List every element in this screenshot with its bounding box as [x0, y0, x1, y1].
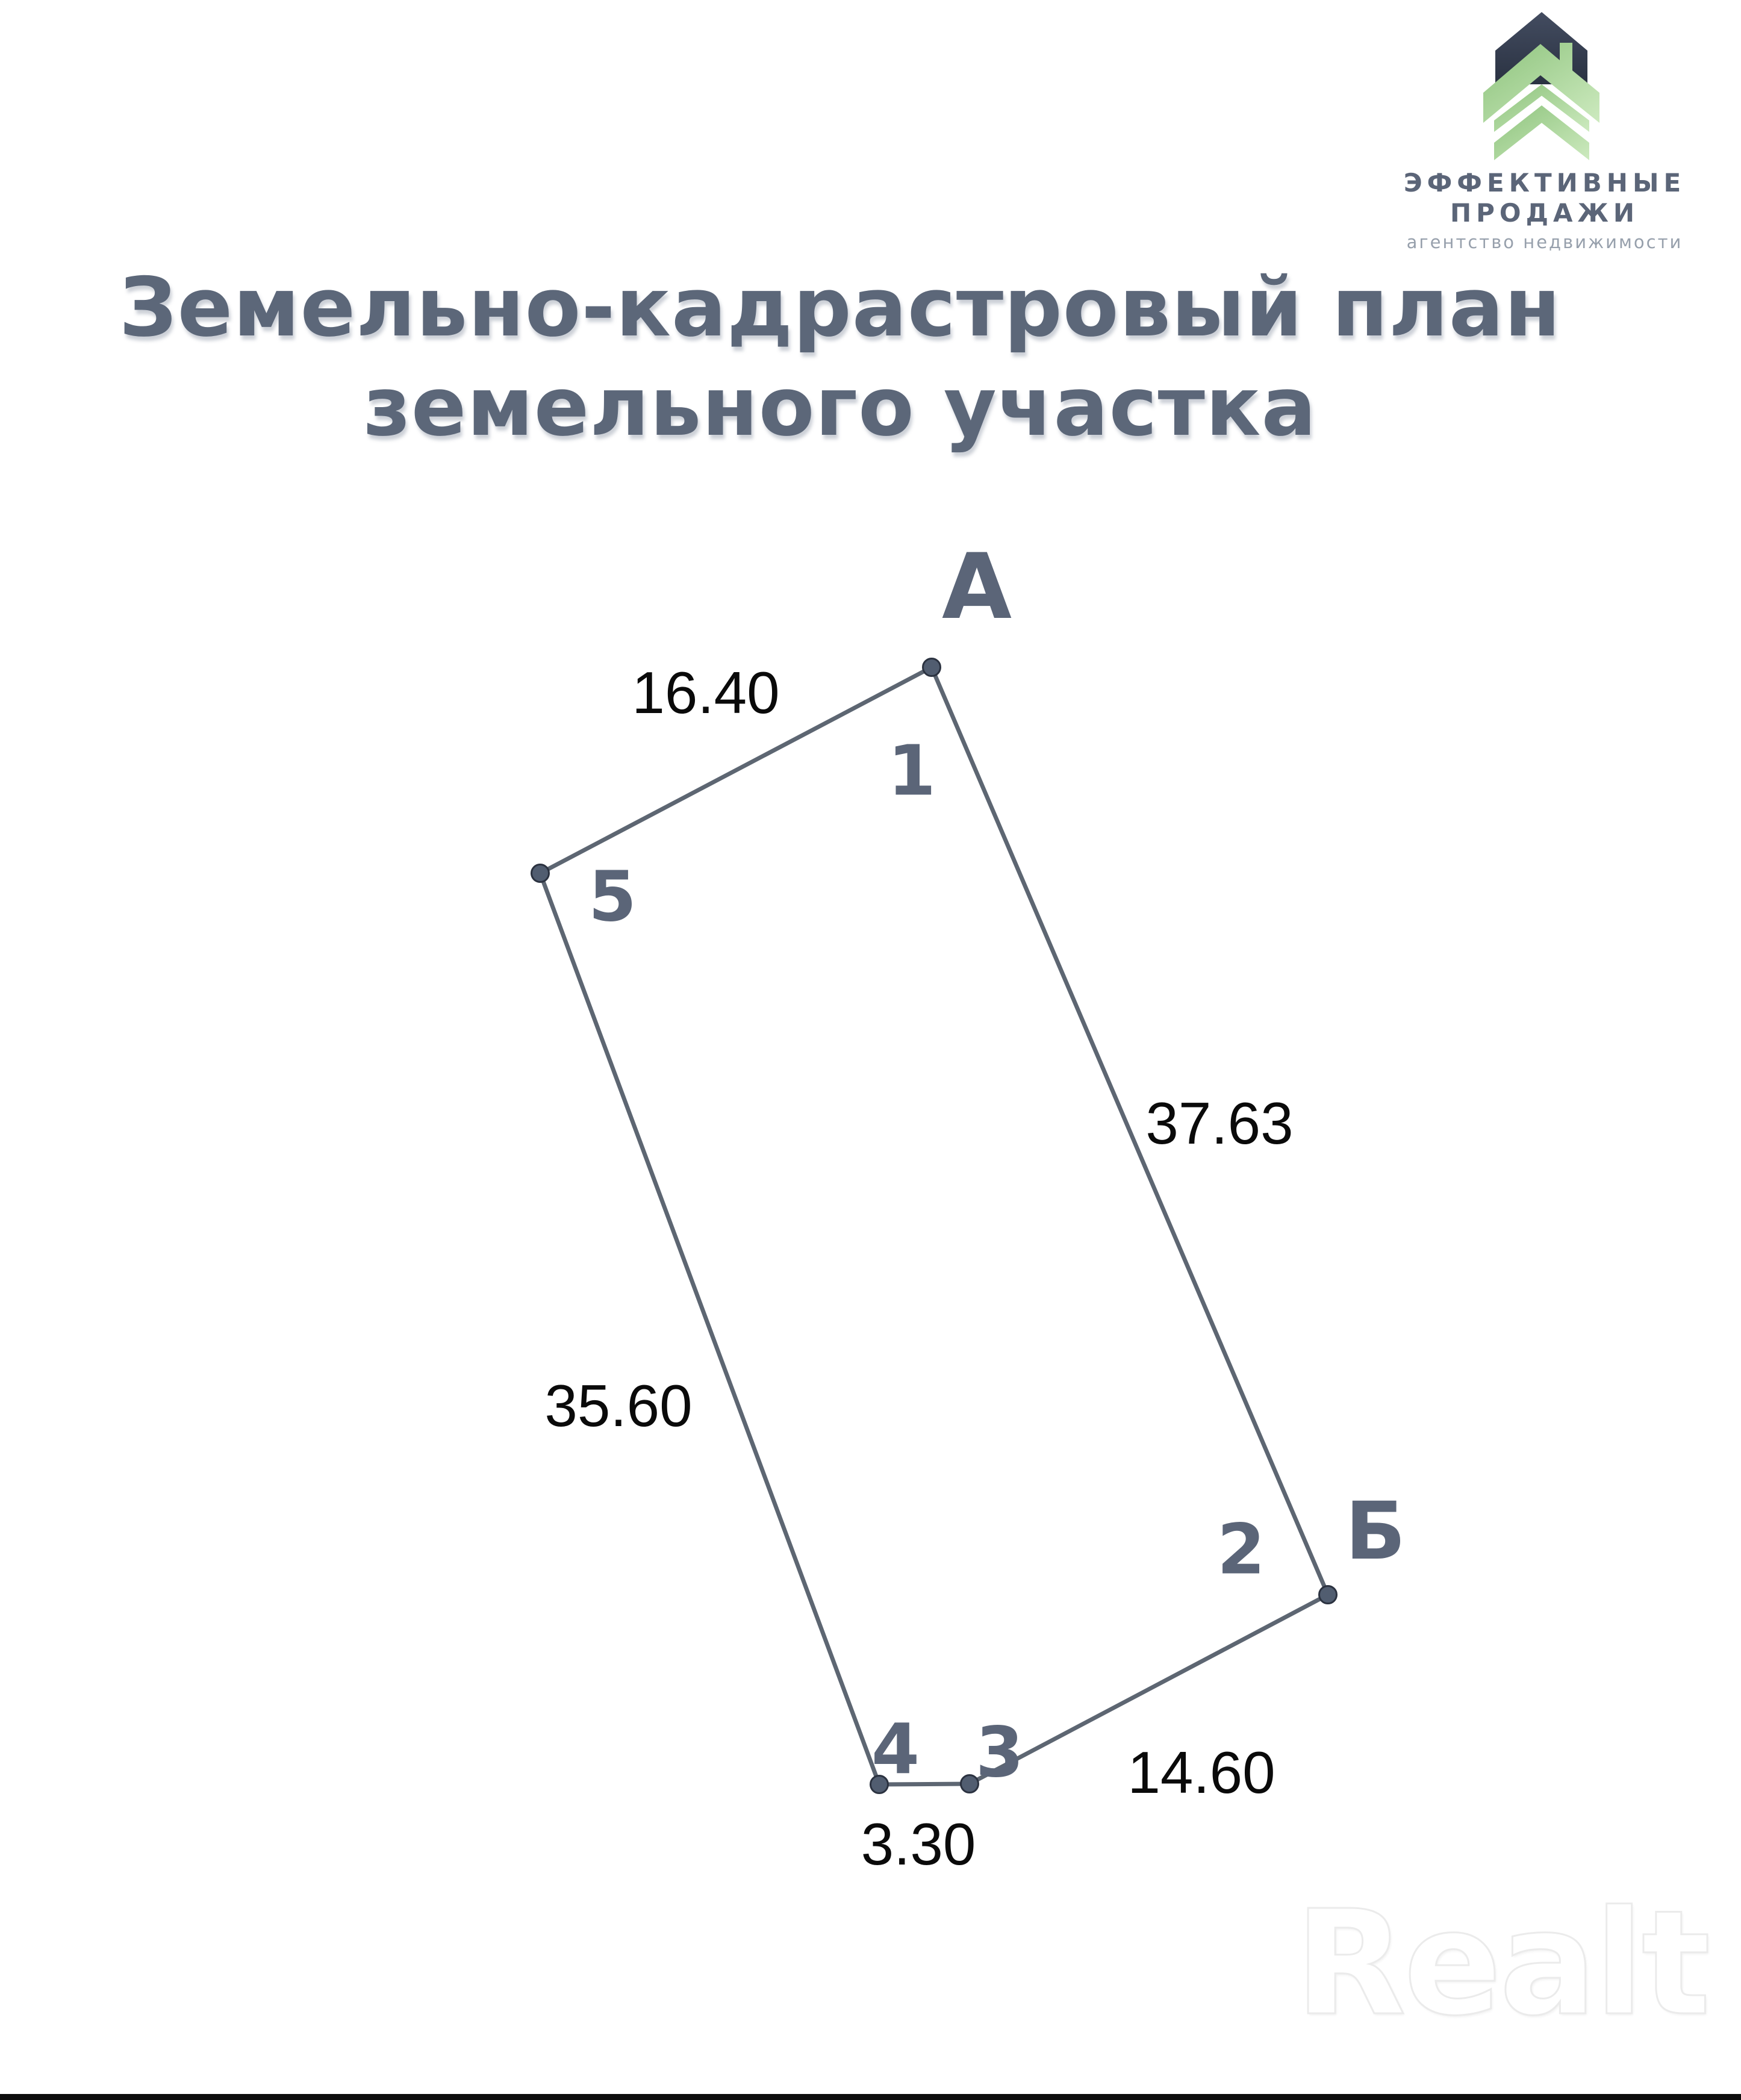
page-title-line2: земельного участка: [363, 360, 1317, 454]
realt-watermark: Realt: [1295, 1879, 1708, 2048]
vertex-label-b: Б: [1345, 1485, 1406, 1578]
bottom-border: [0, 2094, 1741, 2100]
point-label-2: 2: [1216, 1509, 1266, 1591]
side-length-ab: 37.63: [1145, 1090, 1294, 1156]
side-length-45: 35.60: [544, 1372, 693, 1439]
side-length-b3: 14.60: [1127, 1739, 1275, 1806]
point-label-3: 3: [975, 1712, 1024, 1793]
vertex-dot-b: [1319, 1586, 1337, 1604]
point-label-1: 1: [887, 731, 936, 812]
point-label-4: 4: [871, 1709, 920, 1790]
land-plot-outline: [540, 667, 1328, 1790]
side-length-34: 3.30: [861, 1811, 976, 1877]
logo-brand-line2: ПРОДАЖИ: [1450, 198, 1640, 228]
logo-tagline: агентство недвижимости: [1406, 232, 1683, 252]
side-length-5a: 16.40: [632, 659, 780, 726]
vertex-label-a: А: [941, 535, 1012, 640]
page-title-line1: Земельно-кадрастровый план: [119, 260, 1562, 355]
logo-brand-line1: ЭФФЕКТИВНЫЕ: [1403, 168, 1686, 198]
vertex-dot-a: [923, 659, 941, 676]
vertex-dot-5: [532, 865, 549, 882]
point-label-5: 5: [588, 856, 637, 938]
